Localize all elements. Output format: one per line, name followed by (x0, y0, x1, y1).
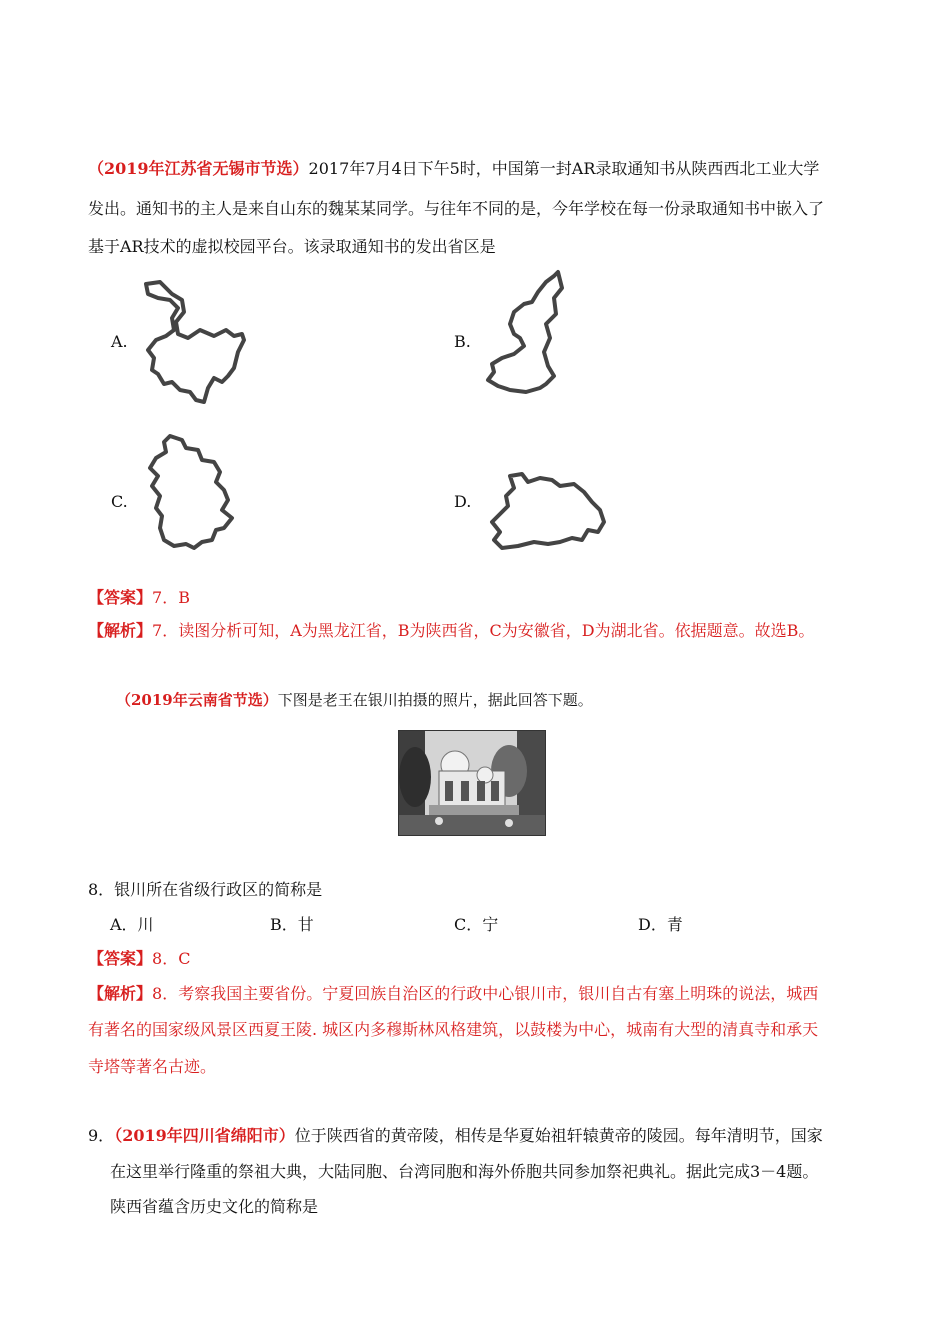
q7-stem-1: 2017年7月4日下午5时，中国第一封AR录取通知书从陕西西北工业大学 (308, 159, 820, 178)
q9-stem-1: 位于陕西省的黄帝陵，相传是华夏始祖轩辕黄帝的陵园。每年清明节，国家 (294, 1126, 823, 1145)
heilongjiang-outline-icon[interactable] (138, 278, 256, 406)
hubei-outline-icon[interactable] (488, 470, 608, 554)
q8-analysis-1 (88, 978, 818, 1010)
q7-analysis (88, 615, 814, 647)
q9-stem-2: 在这里举行隆重的祭祖大典，大陆同胞、台湾同胞和海外侨胞共同参加祭祀典礼。据此完成3－4题。 (110, 1162, 819, 1181)
q7-source: （2019年江苏省无锡市节选） (88, 159, 309, 178)
q8-option-a[interactable]: A．川 (110, 915, 154, 934)
q7-stem-3: 基于AR技术的虚拟校园平台。该录取通知书的发出省区是 (88, 237, 496, 256)
option-d-label[interactable]: D. (454, 492, 472, 511)
q7-answer-label: 【答案】 (88, 588, 153, 607)
yinchuan-mosque-photo (398, 730, 546, 836)
q8-answer (88, 943, 190, 975)
q8-intro: 下图是老王在银川拍摄的照片，据此回答下题。 (277, 691, 593, 709)
q7-answer-text: 7．B (152, 588, 190, 607)
q8-option-c[interactable]: C．宁 (454, 915, 499, 934)
q7-line1 (88, 153, 819, 185)
q7-answer (88, 582, 190, 614)
q7-stem-2: 发出。通知书的主人是来自山东的魏某某同学。与往年不同的是，今年学校在每一份录取通知书中嵌入了 (88, 199, 825, 218)
q8-analysis-text-1: 8．考察我国主要省份。宁夏回族自治区的行政中心银川市，银川自古有塞上明珠的说法，城西 (152, 984, 819, 1003)
q7-analysis-text: 7．读图分析可知，A为黑龙江省，B为陕西省，C为安徽省，D为湖北省。依据题意。故选B。 (152, 621, 815, 640)
q8-option-d[interactable]: D．青 (638, 915, 683, 934)
option-a-label[interactable]: A. (111, 332, 128, 351)
shaanxi-outline-icon[interactable] (484, 268, 568, 400)
q7-analysis-label: 【解析】 (88, 621, 153, 640)
q8-analysis-2: 有著名的国家级风景区西夏王陵. 城区内多穆斯林风格建筑，以鼓楼为中心，城南有大型的清真寺和承天 (88, 1020, 819, 1039)
q8-intro-line (116, 684, 593, 716)
q8-answer-text: 8．C (152, 949, 191, 968)
q9-stem-3: 陕西省蕴含历史文化的简称是 (110, 1197, 319, 1216)
q8-source: （2019年云南省节选） (116, 691, 278, 709)
q8-question: 8．银川所在省级行政区的简称是 (88, 880, 323, 899)
option-b-label[interactable]: B. (454, 332, 471, 351)
option-c-label[interactable]: C. (111, 492, 128, 511)
q8-answer-label: 【答案】 (88, 949, 153, 968)
q9-number: 9． (88, 1126, 115, 1145)
q8-analysis-3: 寺塔等著名古迹。 (88, 1057, 217, 1076)
q9-line1 (88, 1120, 823, 1152)
anhui-outline-icon[interactable] (142, 432, 238, 552)
q9-source: （2019年四川省绵阳市） (114, 1126, 295, 1145)
q8-option-b[interactable]: B．甘 (270, 915, 314, 934)
q8-analysis-label: 【解析】 (88, 984, 153, 1003)
